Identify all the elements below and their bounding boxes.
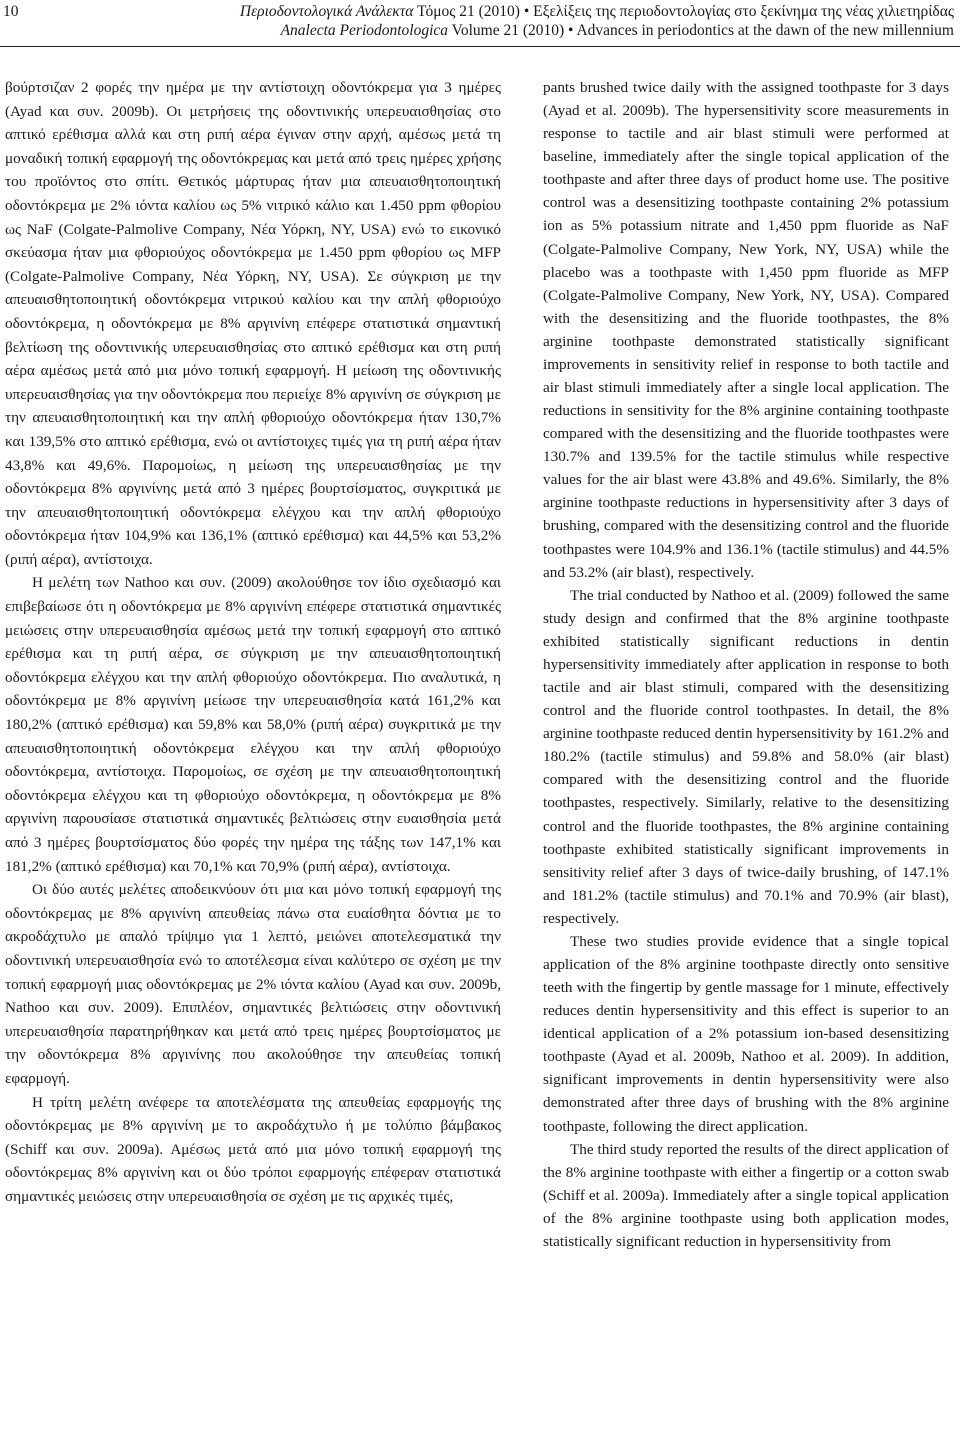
journal-title-greek: Περιοδοντολογικά Ανάλεκτα — [239, 3, 414, 20]
paragraph: The third study reported the results of the direct application of the 8% arginine toothpaste with either a fingertip or a cotton swab (Schiff et al. 2009a). Immediately after a single topical application of the 8% arginine toothpaste using both application modes, statistically significant reduction in hypersensitivity from — [543, 1140, 949, 1250]
issue-info-english: Volume 21 (2010) • Advances in periodontics at the dawn of the new millennium — [451, 22, 954, 39]
journal-title-english: Analecta Periodontologica — [280, 22, 449, 39]
paragraph: These two studies provide evidence that a single topical application of the 8% arginine toothpaste directly onto sensitive teeth with the fingertip by gentle massage for 1 minute, effectively reduces dentin hypersensitivity and this effect is superior to an identical application of a 2% potassium ion-based desensitizing toothpaste (Ayad et al. 2009b, Nathoo et al. 2009). In addition, significant improvements in dentin hypersensitivity were also demonstrated after three days of brushing with the 8% arginine toothpaste, following the direct application. — [543, 932, 949, 1135]
paragraph: pants brushed twice daily with the assigned toothpaste for 3 days (Ayad et al. 2009b). The hypersensitivity score measurements in response to tactile and air blast stimuli were performed at baseline, immediately after the single topical application of the toothpaste and after three days of product home use. The positive control was a desensitizing toothpaste containing 2% potassium ion as 5% potassium nitrate and 1,450 ppm fluoride as NaF (Colgate-Palmolive Company, New York, NY, USA) while the placebo was a toothpaste with 1,450 ppm fluoride as MFP (Colgate-Palmolive Company, New York, NY, USA). Compared with the desensitizing and the fluoride toothpastes, the 8% arginine toothpaste demonstrated statistically significant improvements in sensitivity relief in response to both tactile and air blast stimuli immediately after a single local application. The reductions in sensitivity for the 8% arginine containing toothpaste compared with the desensitizing and the fluoride toothpastes were 130.7% and 139.5% for the tactile stimulus while respective values for the air blast were 43.8% and 49.6%. Similarly, the 8% arginine toothpaste reductions in hypersensitivity after 3 days of brushing, compared with the desensitizing control and the fluoride toothpastes were 104.9% and 136.1% (tactile stimulus) and 44.5% and 53.2% (air blast), respectively. — [543, 79, 949, 581]
paragraph: Οι δύο αυτές μελέτες αποδεικνύουν ότι μια και μόνο τοπική εφαρμογή της οδοντόκρεμας με 8% αργινίνη απευθείας πάνω στα ευαίσθητα δόντια με το ακροδάχτυλο με απαλό τρίψιμο για 1 λεπτό, μειώνει αποτελεσματικά την οδοντινική υπερευαισθησία ενώ το αποτέλεσμα είναι καλύτερο σε σχέση με την τοπική εφαρμογή μιας οδοντόκρεμας με 2% ιόντα καλίου (Ayad και συν. 2009b, Nathoo και συν. 2009). Επιπλέον, σημαντικές βελτιώσεις στην οδοντινική υπερευαισθησία παρατηρήθηκαν και μετά από τρεις ημέρες βουρτσίσματος με την οδοντόκρεμα 8% αργινίνης που ακολούθησε την απευθείας τοπική εφαρμογή. — [5, 881, 501, 1087]
paragraph: Η τρίτη μελέτη ανέφερε τα αποτελέσματα της απευθείας εφαρμογής της οδοντόκρεμας με 8% αργινίνη με το ακροδάχτυλο ή με τολύπιο βάμβακος (Schiff και συν. 2009a). Αμέσως μετά από μια μόνο τοπική εφαρμογή της οδοντόκρεμας 8% αργινίνη και οι δύο τρόποι εφαρμογής επέφεραν στατιστικά σημαντικές μειώσεις στην υπερευαισθησία σε σχέση με τις αρχικές τιμές, — [5, 1093, 501, 1205]
running-head-greek — [54, 2, 954, 21]
running-head-english — [54, 21, 954, 40]
page-number: 10 — [3, 3, 19, 20]
paragraph: The trial conducted by Nathoo et al. (2009) followed the same study design and confirmed that the 8% arginine toothpaste exhibited statistically significant reductions in dentin hypersensitivity immediately after application in response to both tactile and air blast stimuli, compared with the desensitizing control and the fluoride control toothpastes. In detail, the 8% arginine toothpaste reduced dentin hypersensitivity by 161.2% and 180.2% (tactile stimulus) and 59.8% and 58.0% (air blast) compared with the desensitizing control and the fluoride toothpastes, respectively. Similarly, relative to the desensitizing control and the fluoride toothpastes, the 8% arginine containing toothpaste exhibited statistically significant improvements in sensitivity relief after 3 days of twice-daily brushing, of 147.1% and 181.2% (tactile stimulus) and 70.1% and 70.9% (air blast), respectively. — [543, 586, 949, 927]
running-head — [54, 2, 954, 40]
paragraph: βούρτσιζαν 2 φορές την ημέρα με την αντίστοιχη οδοντόκρεμα για 3 ημέρες (Ayad και συν. 2009b). Οι μετρήσεις της οδοντινικής υπερευαισθησίας στο απτικό ερέθισμα αλλά και στη ριπή αέρα έγιναν στην αρχή, αμέσως μετά τη μοναδική τοπική εφαρμογή της οδοντόκρεμας και μετά από τρεις ημέρες χρήσης του προϊόντος στο σπίτι. Θετικός μάρτυρας ήταν μια απευαισθητοποιητική οδοντόκρεμα με 2% ιόντα καλίου ως 5% νιτρικό κάλιο και 1.450 ppm φθορίου ως NaF (Colgate-Palmolive Company, Νέα Υόρκη, NY, USA) ενώ το εικονικό σκεύασμα ήταν μια φθοριούχος οδοντόκρεμα με 1.450 ppm φθορίου ως MFP (Colgate-Palmolive Company, Νέα Υόρκη, NY, USA). Σε σύγκριση με την απευαισθητοποιητική οδοντόκρεμα νιτρικού καλίου και την απλή φθοριούχο οδοντόκρεμα, η οδοντόκρεμα με 8% αργινίνη επέφερε στατιστικά σημαντική βελτίωση της οδοντινικής υπερευαισθησίας στο απτικό ερέθισμα και στη ριπή αέρα αμέσως μετά από μια μόνο τοπική εφαρμογή. Η μείωση της οδοντινικής υπερευαισθησίας για την οδοντόκρεμα που περιείχε 8% αργινίνη σε σύγκριση με την απευαισθητοποιητική και την απλή φθοριούχο οδοντόκρεμα ήταν 130,7% και 139,5% στο απτικό ερέθισμα, ενώ οι αντίστοιχες τιμές για τη ριπή αέρα ήταν 43,8% και 49,6%. Παρομοίως, η μείωση της υπερευαισθησίας με την οδοντόκρεμα 8% αργινίνης μετά από 3 ημέρες βουρτσίσματος, συγκριτικά με την απευαισθητοποιητική οδοντόκρεμα ελέγχου και την απλή φθοριούχο οδοντόκρεμα ήταν 104,9% και 136,1% (απτικό ερέθισμα) και 44,5% και 53,2% (ριπή αέρα), αντίστοιχα. — [5, 79, 501, 568]
right-column-english — [543, 76, 949, 1253]
paragraph: Η μελέτη των Nathoo και συν. (2009) ακολούθησε τον ίδιο σχεδιασμό και επιβεβαίωσε ότι η οδοντόκρεμα με 8% αργινίνη επέφερε στατιστικά σημαντικές μειώσεις στην υπερευαισθησία αμέσως μετά την τοπική εφαρμογή στο απτικό ερέθισμα και τη ριπή αέρα, σε σύγκριση με την απευαισθητοποιητική οδοντόκρεμα ελέγχου και την απλή φθοριούχο οδοντόκρεμα. Πιο αναλυτικά, η οδοντόκρεμα με 8% αργινίνη μείωσε την υπερευαισθησία κατά 161,2% και 180,2% (απτικό ερέθισμα) και 59,8% και 58,0% (ριπή αέρα) συγκριτικά με την απευαισθητοποιητική οδοντόκρεμα ελέγχου και την απλή φθοριούχο οδοντόκρεμα, αντίστοιχα. Παρομοίως, σε σχέση με την απευαισθητοποιητική οδοντόκρεμα ελέγχου και τη φθοριούχο οδοντόκρεμα, η οδοντόκρεμα με 8% αργινίνη παρουσίασε στατιστικά σημαντικές βελτιώσεις στην ευαισθησία μετά από 3 ημέρες βουρτσίσματος δύο φορές την ημέρα της τάξης των 147,1% και 181,2% (απτικό ερέθισμα) και 70,1% και 70,9% (ριπή αέρα), αντίστοιχα. — [5, 574, 501, 875]
issue-info-greek: Τόμος 21 (2010) • Εξελίξεις της περιοδοντολογίας στο ξεκίνημα της νέας χιλιετηρίδας — [417, 3, 954, 20]
header-rule — [0, 46, 960, 47]
left-column-greek — [5, 76, 501, 1209]
running-header — [0, 0, 960, 48]
